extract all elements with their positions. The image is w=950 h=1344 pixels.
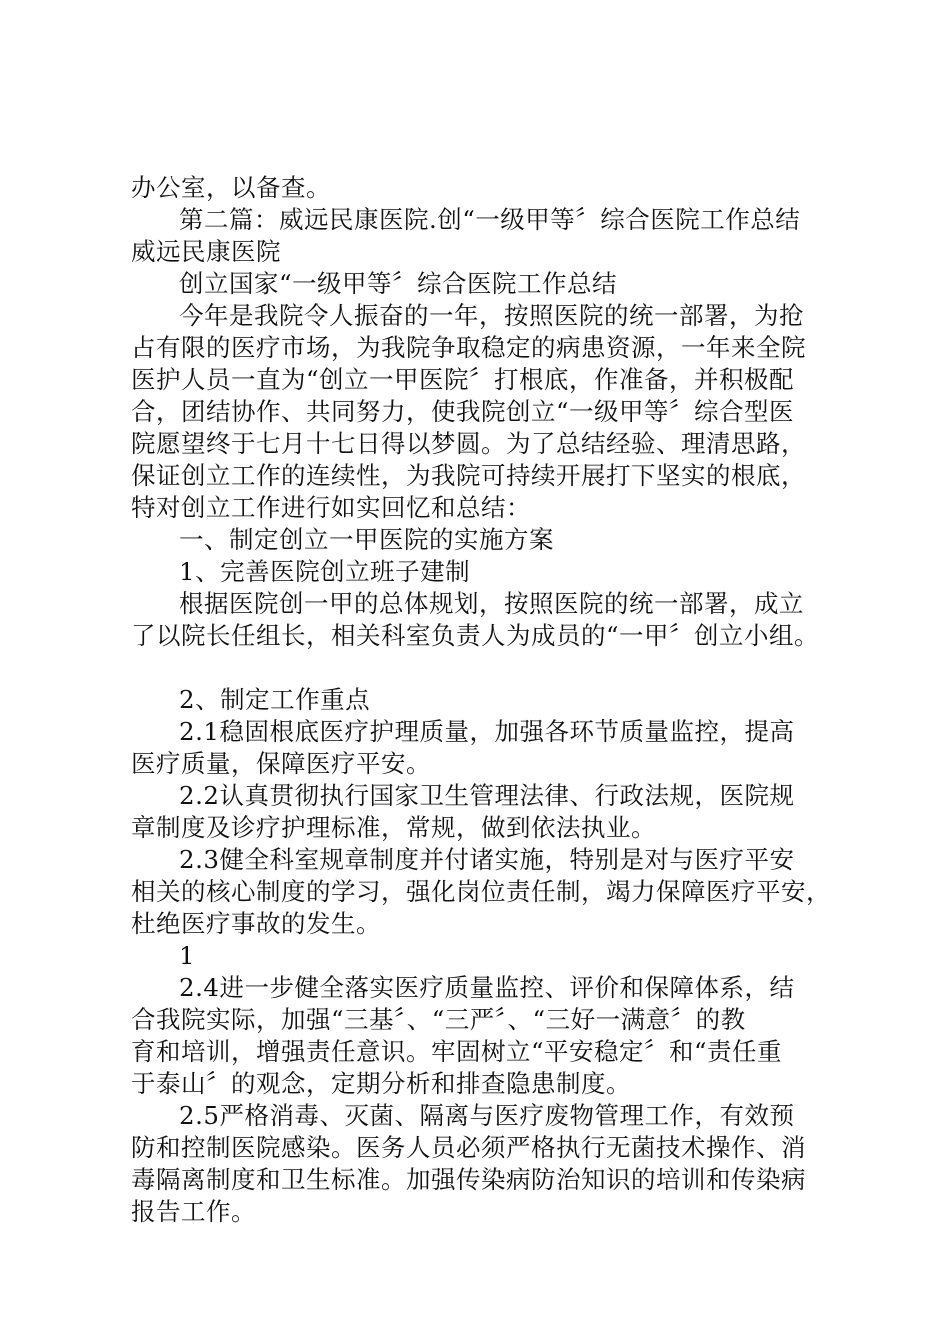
document-title: 创立国家“一级甲等〞综合医院工作总结 bbox=[179, 269, 618, 298]
text-line: 杜绝医疗事故的发生。 bbox=[131, 909, 381, 938]
page-number: 1 bbox=[179, 941, 196, 970]
text-line: 防和控制医院感染。医务人员必须严格执行无菌技术操作、消 bbox=[131, 1133, 806, 1162]
text-line: 医护人员一直为“创立一甲医院〞打根底，作准备，并积极配 bbox=[131, 365, 795, 394]
text-line: 占有限的医疗市场，为我院争取稳定的病患资源，一年来全院 bbox=[131, 333, 806, 362]
text-line: 保证创立工作的连续性，为我院可持续开展打下坚实的根底， bbox=[131, 461, 806, 490]
text-line: 特对创立工作进行如实回忆和总结： bbox=[131, 493, 531, 522]
text-line: 2.5严格消毒、灭菌、隔离与医疗废物管理工作，有效预 bbox=[179, 1101, 795, 1130]
hospital-name: 威远民康医院 bbox=[131, 237, 281, 266]
text-line: 办公室，以备查。 bbox=[131, 173, 331, 202]
text-line: 章制度及诊疗护理标准，常规，做到依法执业。 bbox=[131, 813, 656, 842]
heading-2: 2、制定工作重点 bbox=[179, 685, 371, 714]
text-line: 2.2认真贯彻执行国家卫生管理法律、行政法规，医院规 bbox=[179, 781, 795, 810]
text-line: 合我院实际，加强“三基〞、“三严〞、“三好一满意〞的教 bbox=[131, 1005, 746, 1034]
text-line: 报告工作。 bbox=[131, 1197, 256, 1226]
text-line: 相关的核心制度的学习，强化岗位责任制，竭力保障医疗平安， bbox=[131, 877, 831, 906]
text-line: 今年是我院令人振奋的一年，按照医院的统一部署，为抢 bbox=[179, 301, 804, 330]
heading-1: 一、制定创立一甲医院的实施方案 bbox=[179, 525, 554, 554]
text-line: 院愿望终于七月十七日得以梦圆。为了总结经验、理清思路， bbox=[131, 429, 806, 458]
text-line: 2.3健全科室规章制度并付诸实施，特别是对与医疗平安 bbox=[179, 845, 795, 874]
section-title: 第二篇：威远民康医院.创“一级甲等〞综合医院工作总结 bbox=[179, 205, 801, 234]
text-line: 于泰山〞的观念，定期分析和排查隐患制度。 bbox=[131, 1069, 631, 1098]
blank-line bbox=[131, 652, 831, 684]
text-line: 医疗质量，保障医疗平安。 bbox=[131, 749, 431, 778]
text-line: 根据医院创一甲的总体规划，按照医院的统一部署，成立 bbox=[179, 589, 804, 618]
text-line: 2.4进一步健全落实医疗质量监控、评价和保障体系，结 bbox=[179, 973, 795, 1002]
text-line: 了以院长任组长，相关科室负责人为成员的“一甲〞创立小组。 bbox=[131, 621, 820, 650]
document-body bbox=[131, 172, 831, 1228]
text-line: 合，团结协作、共同努力，使我院创立“一级甲等〞综合型医 bbox=[131, 397, 795, 426]
heading-1-1: 1、完善医院创立班子建制 bbox=[179, 557, 471, 586]
text-line: 毒隔离制度和卫生标准。加强传染病防治知识的培训和传染病 bbox=[131, 1165, 806, 1194]
text-line: 育和培训，增强责任意识。牢固树立“平安稳定〞和“责任重 bbox=[131, 1037, 783, 1066]
text-line: 2.1稳固根底医疗护理质量，加强各环节质量监控，提高 bbox=[179, 717, 795, 746]
